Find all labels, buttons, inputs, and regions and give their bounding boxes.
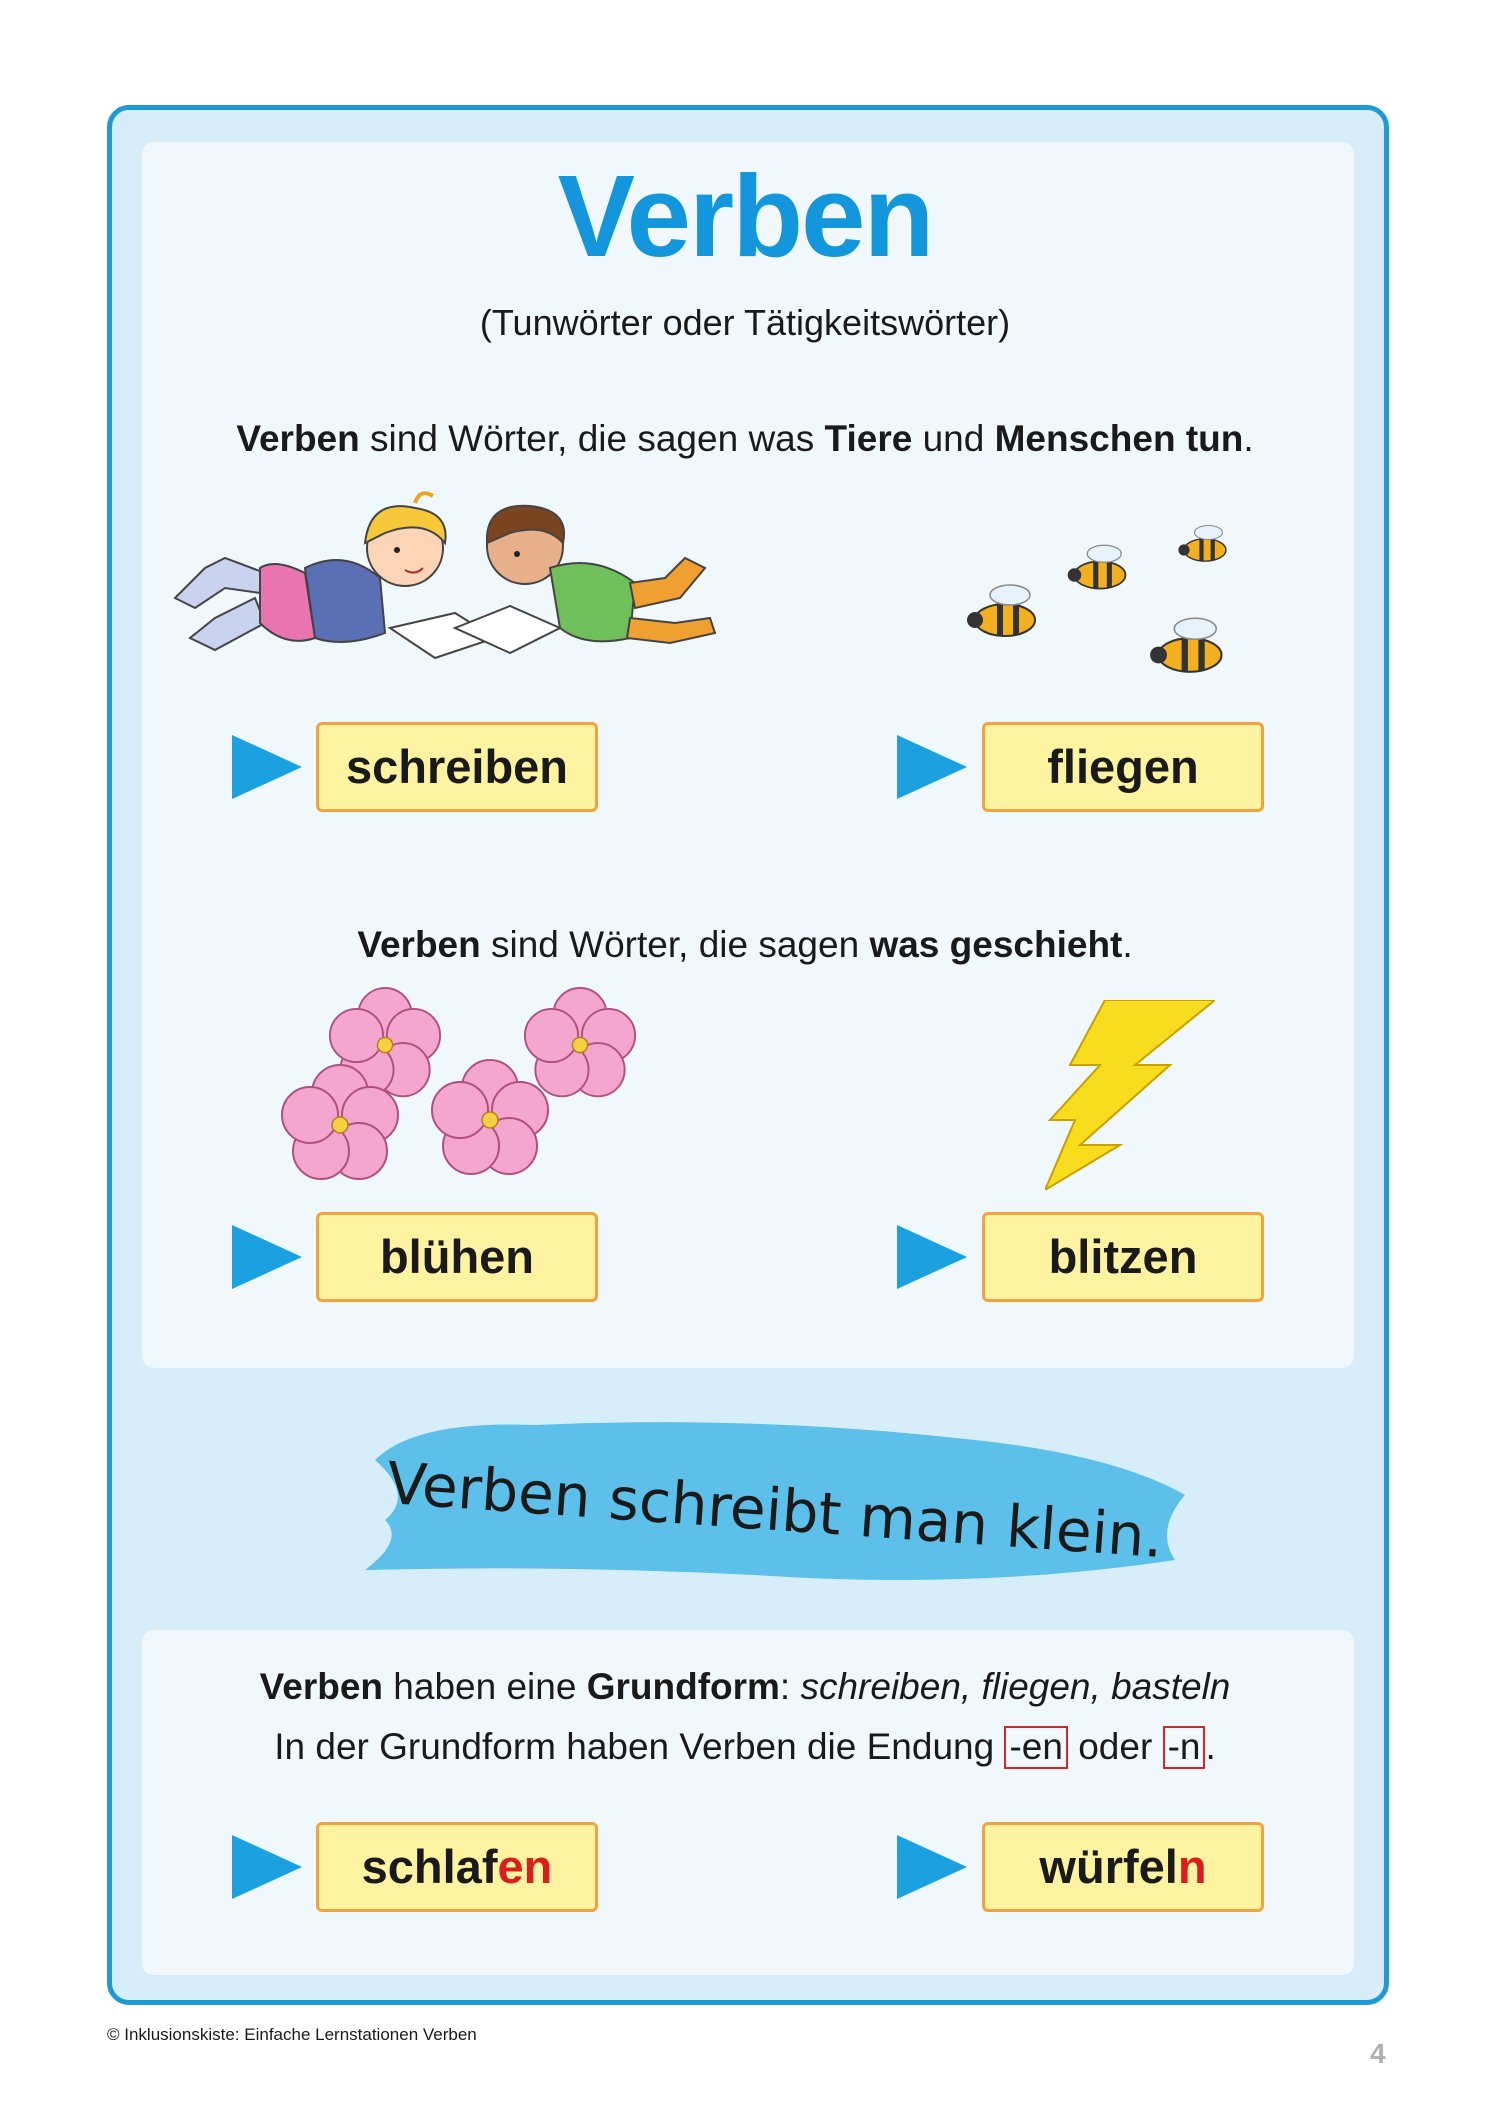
word-box-schreiben: schreiben: [316, 722, 598, 812]
arrow-icon: [232, 735, 302, 799]
arrow-icon: [232, 1225, 302, 1289]
arrow-icon: [897, 1225, 967, 1289]
ending-n-badge: -n: [1163, 1726, 1206, 1769]
children-writing-illustration: [165, 488, 735, 678]
bees-illustration: [960, 505, 1250, 695]
page-title: Verben: [557, 151, 933, 281]
arrow-icon: [232, 1835, 302, 1899]
rule-was-geschieht: Verben sind Wörter, die sagen was geschieht.: [357, 924, 1133, 965]
page-number: 4: [1370, 2038, 1386, 2069]
subtitle: (Tunwörter oder Tätigkeitswörter): [479, 302, 1011, 343]
word-box-wuerfeln: würfeln: [982, 1822, 1264, 1912]
copyright-footer: © Inklusionskiste: Einfache Lernstationen Verben: [107, 2025, 477, 2044]
word-box-schlafen: schlafen: [316, 1822, 598, 1912]
word-box-blitzen: blitzen: [982, 1212, 1264, 1302]
lightning-illustration: [1045, 1000, 1215, 1190]
arrow-icon: [897, 735, 967, 799]
banner-text: Verben schreibt man klein.: [384, 1448, 1166, 1572]
flowers-illustration: [255, 985, 665, 1200]
word-box-fliegen: fliegen: [982, 722, 1264, 812]
rule-tiere-menschen: Verben sind Wörter, die sagen was Tiere und Menschen tun.: [236, 418, 1254, 459]
word-box-bluehen: blühen: [316, 1212, 598, 1302]
rule-endung: In der Grundform haben Verben die Endung -en oder -n .: [274, 1726, 1216, 1767]
lowercase-banner: [355, 1400, 1195, 1600]
rule-grundform: Verben haben eine Grundform: schreiben, fliegen, basteln: [259, 1666, 1231, 1707]
ending-en-badge: -en: [1004, 1726, 1067, 1769]
arrow-icon: [897, 1835, 967, 1899]
